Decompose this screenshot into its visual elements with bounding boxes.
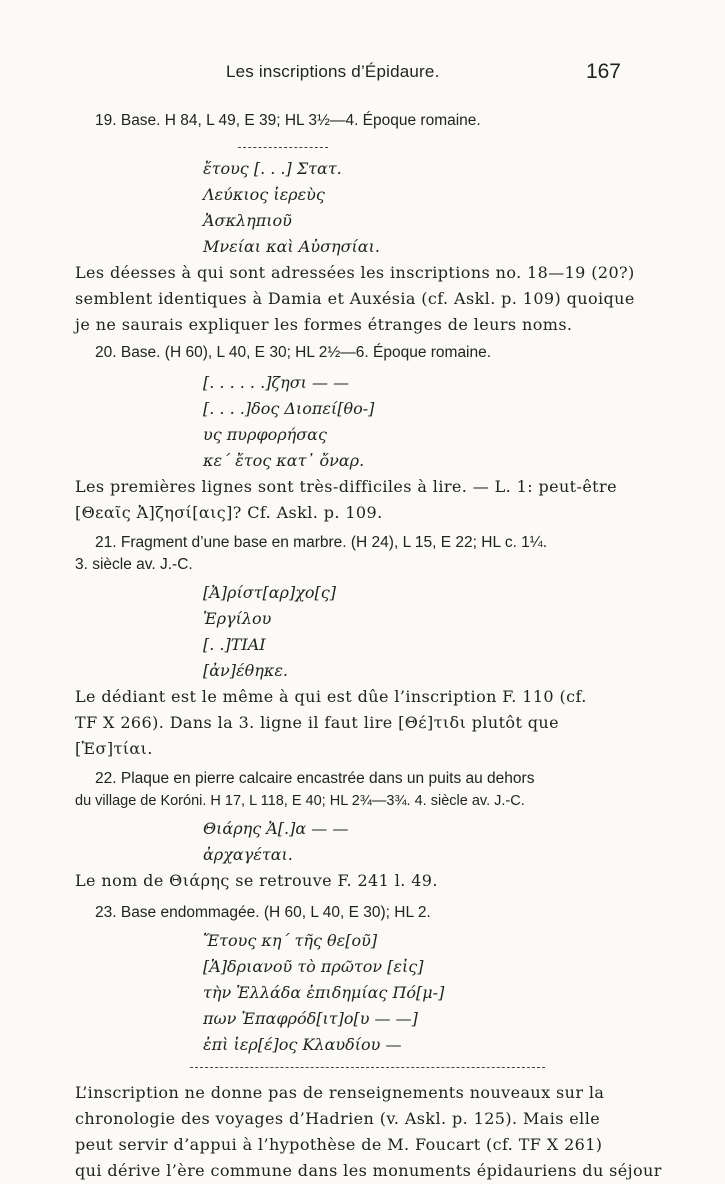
entry-23-comment-line-1: L’inscription ne donne pas de renseignements nouveaux sur la (75, 1083, 605, 1102)
entry-23-comment-line-4: qui dérive l’ère commune dans les monuments épidauriens du séjour (75, 1161, 662, 1180)
entry-19-greek-line-4: Μνείαι καὶ Αὐσησίαι. (203, 237, 380, 256)
entry-21-greek-line-2: Ἐργίλου (203, 609, 272, 628)
entry-21-greek-line-4: [ἀν]έθηκε. (203, 661, 288, 680)
entry-20-greek-line-3: υς πυρφορήσας (203, 425, 327, 444)
entry-20-greek-line-1: [. . . . . .]ζησι — — (203, 373, 350, 392)
entry-21-heading-line-1: 21. Fragment d’une base en marbre. (H 24), L 15, E 22; HL c. 1¼. (95, 534, 548, 551)
entry-19-comment-line-1: Les déesses à qui sont adressées les inscriptions no. 18—19 (20?) (75, 263, 635, 282)
entry-19-greek-line-1: ἔτους [. . .] Στατ. (203, 159, 342, 178)
entry-21-greek-line-3: [. .]ΤΙΑΙ (203, 635, 266, 654)
entry-23-greek-line-3: τὴν Ἑλλάδα ἐπιδημίας Πό[μ-] (203, 983, 445, 1002)
entry-23-greek-line-1: Ἔτους κη΄ τῆς θε[οῦ] (203, 931, 378, 950)
entry-19-comment-line-2: semblent identiques à Damia et Auxésia (cf. Askl. p. 109) quoique (75, 289, 635, 308)
entry-23-greek-line-4: πων Ἐπαφρόδ[ιτ]ο[υ — —] (203, 1009, 418, 1028)
entry-23-comment-line-3: peut servir d’appui à l’hypothèse de M. Foucart (cf. TF X 261) (75, 1135, 603, 1154)
entry-22-greek-line-1: Θιάρης Ἀ[.]α — — (203, 819, 349, 838)
entry-23-greek-line-2: [Ἁ]δριανοῦ τὸ πρῶτον [εἰς] (203, 957, 424, 976)
page-number: 167 (585, 60, 621, 83)
entry-21-comment-line-2: TF X 266). Dans la 3. ligne il faut lire [Θέ]τιδι plutôt que (75, 713, 559, 732)
entry-22-heading-line-2: du village de Koróni. H 17, L 118, E 40; HL 2¾—3¾. 4. siècle av. J.-C. (75, 793, 525, 809)
entry-21-comment-line-1: Le dédiant est le même à qui est dûe l’inscription F. 110 (cf. (75, 687, 587, 706)
separator-rule (190, 1067, 545, 1068)
entry-23-greek-line-5: ἐπὶ ἱερ[έ]ος Κλαυδίου — (203, 1035, 402, 1054)
entry-21-comment-line-3: [Ἑσ]τίαι. (75, 739, 153, 758)
entry-23-heading: 23. Base endommagée. (H 60, L 40, E 30); HL 2. (95, 904, 431, 921)
entry-19-heading: 19. Base. H 84, L 49, E 39; HL 3½—4. Époque romaine. (95, 112, 481, 129)
separator-rule (238, 147, 328, 148)
entry-22-greek-line-2: ἀρχαγέται. (203, 845, 293, 864)
entry-23-comment-line-2: chronologie des voyages d’Hadrien (v. Askl. p. 125). Mais elle (75, 1109, 601, 1128)
entry-19-greek-line-3: Ἀσκληπιοῦ (203, 211, 292, 230)
running-title: Les inscriptions d’Épidaure. (226, 62, 440, 81)
running-header (0, 60, 725, 86)
entry-20-heading: 20. Base. (H 60), L 40, E 30; HL 2½—6. Époque romaine. (95, 344, 492, 361)
entry-19-greek-line-2: Λεύκιος ἱερεὺς (203, 185, 325, 204)
entry-20-comment-line-2: [Θεαῖς Ἀ]ζησί[αις]? Cf. Askl. p. 109. (75, 503, 383, 522)
entry-19-comment-line-3: je ne saurais expliquer les formes étranges de leurs noms. (75, 315, 573, 334)
entry-21-heading-line-2: 3. siècle av. J.-C. (75, 556, 193, 573)
entry-22-heading-line-1: 22. Plaque en pierre calcaire encastrée dans un puits au dehors (95, 770, 535, 787)
entry-20-greek-line-2: [. . . .]δος Διοπεί[θο-] (203, 399, 375, 418)
entry-20-comment-line-1: Les premières lignes sont très-difficiles à lire. — L. 1: peut-être (75, 477, 617, 496)
entry-20-greek-line-4: κε΄ ἔτος κατ᾽ ὄναρ. (203, 451, 365, 470)
entry-21-greek-line-1: [Ἀ]ρίστ[αρ]χο[ς] (203, 583, 336, 602)
entry-22-comment: Le nom de Θιάρης se retrouve F. 241 l. 49. (75, 871, 438, 890)
